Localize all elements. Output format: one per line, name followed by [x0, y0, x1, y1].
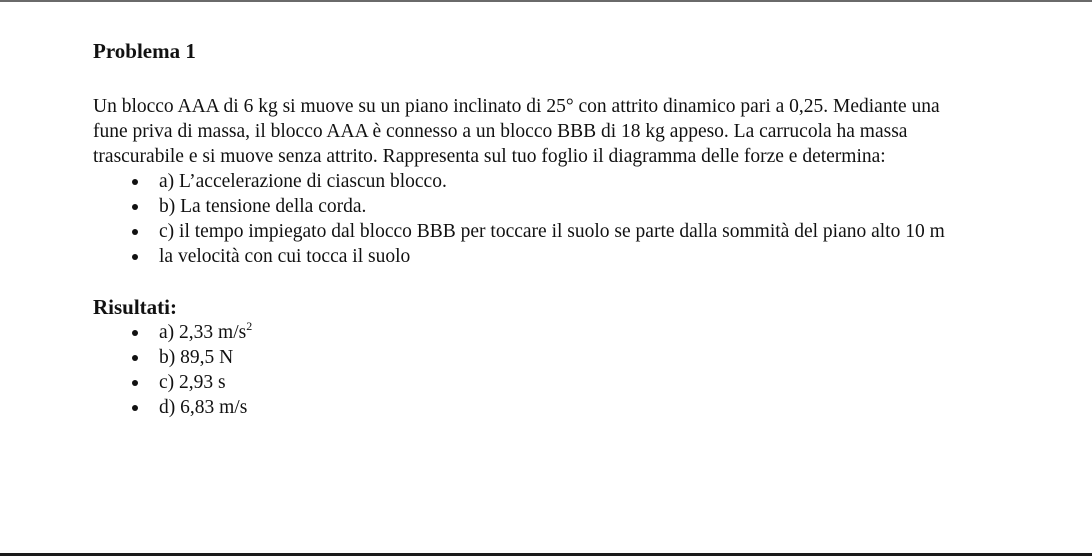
question-text: c) il tempo impiegato dal blocco BBB per toccare il suolo se parte dalla sommità del piano alto 10 m: [159, 221, 945, 242]
question-item: [93, 169, 979, 194]
question-item: [93, 194, 979, 219]
question-item: [93, 244, 979, 269]
results-list: [93, 320, 1053, 420]
question-text: a) L’accelerazione di ciascun blocco.: [159, 171, 447, 192]
result-item: [93, 370, 979, 395]
results-title: Risultati:: [93, 295, 177, 319]
top-divider: [0, 0, 1092, 2]
bullet-icon: [132, 229, 138, 235]
result-item: [93, 320, 979, 345]
bullet-icon: [132, 405, 138, 411]
questions-list: [93, 169, 1053, 269]
problem-title: Problema 1: [93, 39, 196, 63]
result-text: a) 2,33 m/s: [159, 322, 247, 343]
bullet-icon: [132, 380, 138, 386]
result-text: c) 2,93 s: [159, 372, 226, 393]
bullet-icon: [132, 355, 138, 361]
bullet-icon: [132, 179, 138, 185]
bullet-icon: [132, 254, 138, 260]
result-item: [93, 395, 979, 420]
bullet-icon: [132, 330, 138, 336]
problem-statement: Un blocco AAA di 6 kg si muove su un piano inclinato di 25° con attrito dinamico pari a 0,25. Mediante una fune priva di massa, il blocco AAA è connesso a un blocco BBB di 18 kg appeso. La carrucola ha massa trascurabile e si muove senza attrito. Rappresenta sul tuo foglio il diagramma delle forze e determina:: [93, 96, 940, 167]
question-text: la velocità con cui tocca il suolo: [159, 246, 411, 267]
bullet-icon: [132, 204, 138, 210]
document-page: [93, 38, 1053, 420]
question-text: b) La tensione della corda.: [159, 196, 367, 217]
result-item: [93, 345, 979, 370]
result-exponent: 2: [246, 319, 253, 333]
result-text: b) 89,5 N: [159, 347, 234, 368]
question-item: [93, 219, 979, 244]
result-text: d) 6,83 m/s: [159, 397, 248, 418]
